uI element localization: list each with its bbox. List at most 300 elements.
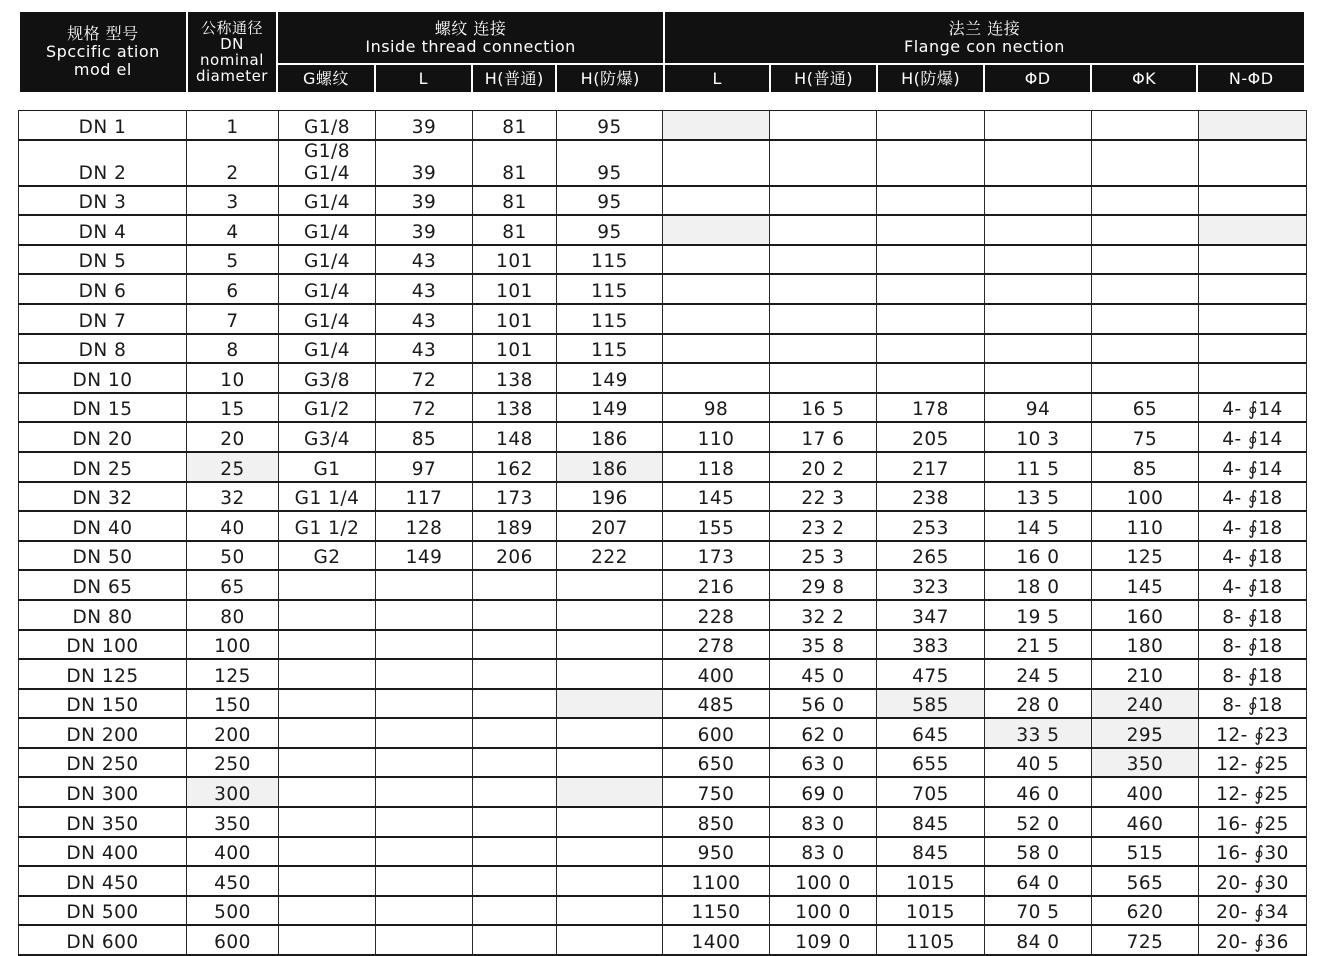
cell-flange-l: 850 (663, 807, 770, 837)
cell-spec-model: DN 250 (19, 748, 187, 778)
cell-g-thread (279, 837, 376, 867)
cell-inside-h-explosion-proof (557, 925, 663, 955)
cell-flange-h-normal: 16 5 (770, 393, 877, 423)
cell-flange-h-normal: 45 0 (770, 659, 877, 689)
cell-n-phi-d (1199, 245, 1307, 275)
cell-flange-h-explosion-proof: 383 (877, 630, 985, 660)
cell-inside-l: 149 (376, 541, 473, 571)
cell-inside-h-normal (473, 896, 557, 926)
cell-g-thread (279, 689, 376, 719)
cell-dn: 5 (187, 245, 279, 275)
cell-spec-model: DN 300 (19, 777, 187, 807)
cell-flange-l: 278 (663, 630, 770, 660)
cell-flange-l: 216 (663, 570, 770, 600)
cell-dn: 200 (187, 718, 279, 748)
cell-inside-h-normal: 81 (473, 186, 557, 216)
cell-inside-l: 43 (376, 245, 473, 275)
cell-inside-h-normal: 81 (473, 215, 557, 245)
cell-n-phi-d: 20- ∮36 (1199, 925, 1307, 955)
cell-spec-model: DN 4 (19, 215, 187, 245)
cell-flange-h-normal (770, 245, 877, 275)
cell-inside-h-normal: 81 (473, 140, 557, 186)
table-row (19, 511, 1307, 541)
cell-dn: 2 (187, 140, 279, 186)
cell-g-thread: G1/4 (279, 274, 376, 304)
cell-flange-h-normal (770, 215, 877, 245)
cell-flange-h-normal (770, 363, 877, 393)
cell-inside-l: 72 (376, 393, 473, 423)
cell-spec-model: DN 10 (19, 363, 187, 393)
cell-flange-l: 750 (663, 777, 770, 807)
cell-dn: 4 (187, 215, 279, 245)
cell-inside-l: 39 (376, 186, 473, 216)
cell-inside-h-explosion-proof: 95 (557, 111, 663, 140)
cell-flange-l: 145 (663, 482, 770, 512)
cell-phi-d: 21 5 (985, 630, 1092, 660)
cell-n-phi-d: 8- ∮18 (1199, 689, 1307, 719)
cell-inside-h-normal (473, 866, 557, 896)
cell-g-thread: G1/8 (279, 111, 376, 140)
cell-inside-h-explosion-proof: 95 (557, 140, 663, 186)
cell-inside-l: 43 (376, 334, 473, 364)
cell-flange-h-normal (770, 334, 877, 364)
cell-flange-h-explosion-proof: 655 (877, 748, 985, 778)
cell-inside-h-normal: 101 (473, 304, 557, 334)
cell-inside-h-explosion-proof (557, 570, 663, 600)
cell-flange-h-normal: 25 3 (770, 541, 877, 571)
cell-flange-h-normal: 83 0 (770, 807, 877, 837)
cell-n-phi-d: 4- ∮18 (1199, 511, 1307, 541)
col-header-inside-h-normal: H(普通) (473, 63, 555, 92)
cell-inside-h-explosion-proof: 196 (557, 482, 663, 512)
cell-n-phi-d: 12- ∮25 (1199, 748, 1307, 778)
cell-inside-h-normal: 101 (473, 245, 557, 275)
cell-n-phi-d (1199, 215, 1307, 245)
cell-flange-l: 110 (663, 422, 770, 452)
table-row (19, 777, 1307, 807)
cell-g-thread (279, 748, 376, 778)
cell-phi-k: 240 (1092, 689, 1199, 719)
cell-n-phi-d: 4- ∮14 (1199, 393, 1307, 423)
cell-inside-h-explosion-proof (557, 718, 663, 748)
cell-inside-l (376, 748, 473, 778)
cell-phi-k: 85 (1092, 452, 1199, 482)
cell-inside-h-normal: 101 (473, 334, 557, 364)
cell-spec-model: DN 450 (19, 866, 187, 896)
cell-flange-h-normal: 56 0 (770, 689, 877, 719)
cell-flange-h-explosion-proof (877, 274, 985, 304)
cell-inside-h-explosion-proof (557, 630, 663, 660)
cell-phi-k: 210 (1092, 659, 1199, 689)
table-row (19, 689, 1307, 719)
cell-flange-h-explosion-proof: 323 (877, 570, 985, 600)
table-row (19, 274, 1307, 304)
cell-dn: 65 (187, 570, 279, 600)
table-row (19, 541, 1307, 571)
header-inside-thread-connection: 螺纹 连接 Inside thread connection (278, 12, 663, 63)
cell-flange-h-normal: 17 6 (770, 422, 877, 452)
table-row (19, 837, 1307, 867)
cell-g-thread: G3/4 (279, 422, 376, 452)
cell-flange-h-explosion-proof: 1105 (877, 925, 985, 955)
cell-g-thread: G1 1/2 (279, 511, 376, 541)
cell-phi-k: 295 (1092, 718, 1199, 748)
cell-flange-h-explosion-proof (877, 304, 985, 334)
cell-phi-k: 460 (1092, 807, 1199, 837)
cell-inside-h-explosion-proof: 115 (557, 334, 663, 364)
cell-n-phi-d: 4- ∮18 (1199, 541, 1307, 571)
cell-flange-h-explosion-proof: 1015 (877, 896, 985, 926)
cell-n-phi-d: 12- ∮23 (1199, 718, 1307, 748)
cell-phi-k (1092, 274, 1199, 304)
cell-phi-k: 65 (1092, 393, 1199, 423)
cell-n-phi-d (1199, 140, 1307, 186)
cell-phi-d: 64 0 (985, 866, 1092, 896)
spec-table-body (18, 110, 1307, 956)
cell-inside-l (376, 866, 473, 896)
cell-flange-h-explosion-proof (877, 140, 985, 186)
cell-flange-h-explosion-proof: 475 (877, 659, 985, 689)
cell-g-thread (279, 718, 376, 748)
cell-dn: 20 (187, 422, 279, 452)
cell-g-thread: G1/4 (279, 334, 376, 364)
cell-dn: 400 (187, 837, 279, 867)
cell-flange-h-explosion-proof (877, 245, 985, 275)
cell-dn: 40 (187, 511, 279, 541)
col-header-phi-k: ΦK (1092, 63, 1196, 92)
cell-phi-d: 19 5 (985, 600, 1092, 630)
cell-flange-l: 228 (663, 600, 770, 630)
cell-inside-h-normal (473, 659, 557, 689)
cell-n-phi-d (1199, 186, 1307, 216)
table-row (19, 807, 1307, 837)
cell-n-phi-d: 8- ∮18 (1199, 630, 1307, 660)
cell-g-thread (279, 866, 376, 896)
cell-flange-l: 1150 (663, 896, 770, 926)
cell-inside-l (376, 925, 473, 955)
cell-flange-h-explosion-proof: 1015 (877, 866, 985, 896)
cell-flange-h-explosion-proof: 585 (877, 689, 985, 719)
cell-phi-k: 100 (1092, 482, 1199, 512)
cell-spec-model: DN 80 (19, 600, 187, 630)
cell-spec-model: DN 7 (19, 304, 187, 334)
cell-g-thread (279, 896, 376, 926)
cell-inside-h-normal: 101 (473, 274, 557, 304)
cell-dn: 25 (187, 452, 279, 482)
cell-phi-d: 46 0 (985, 777, 1092, 807)
cell-dn: 250 (187, 748, 279, 778)
cell-phi-d (985, 245, 1092, 275)
cell-spec-model: DN 6 (19, 274, 187, 304)
cell-g-thread (279, 600, 376, 630)
header-spec-model: 规格 型号 Spccific ation mod el (20, 12, 186, 92)
cell-flange-l (663, 363, 770, 393)
cell-dn: 6 (187, 274, 279, 304)
cell-phi-d: 24 5 (985, 659, 1092, 689)
cell-phi-k (1092, 304, 1199, 334)
cell-phi-d (985, 334, 1092, 364)
cell-inside-l: 43 (376, 304, 473, 334)
cell-g-thread: G1 (279, 452, 376, 482)
cell-dn: 450 (187, 866, 279, 896)
cell-inside-h-normal: 148 (473, 422, 557, 452)
cell-n-phi-d: 20- ∮34 (1199, 896, 1307, 926)
cell-g-thread: G3/8 (279, 363, 376, 393)
cell-phi-d (985, 274, 1092, 304)
cell-inside-h-explosion-proof: 95 (557, 186, 663, 216)
cell-g-thread: G1/4 (279, 215, 376, 245)
cell-phi-d: 28 0 (985, 689, 1092, 719)
cell-flange-l: 1100 (663, 866, 770, 896)
cell-spec-model: DN 40 (19, 511, 187, 541)
cell-spec-model: DN 2 (19, 140, 187, 186)
cell-phi-d (985, 363, 1092, 393)
cell-spec-model: DN 65 (19, 570, 187, 600)
cell-phi-k (1092, 363, 1199, 393)
col-header-g-thread: G螺纹 (278, 63, 373, 92)
cell-inside-l (376, 807, 473, 837)
cell-g-thread: G1/4 (279, 304, 376, 334)
cell-flange-h-explosion-proof: 845 (877, 837, 985, 867)
cell-flange-h-explosion-proof (877, 363, 985, 393)
cell-dn: 100 (187, 630, 279, 660)
cell-g-thread: G2 (279, 541, 376, 571)
table-row (19, 186, 1307, 216)
cell-n-phi-d (1199, 363, 1307, 393)
cell-spec-model: DN 150 (19, 689, 187, 719)
cell-flange-l (663, 186, 770, 216)
cell-inside-l: 128 (376, 511, 473, 541)
cell-dn: 50 (187, 541, 279, 571)
cell-spec-model: DN 20 (19, 422, 187, 452)
cell-phi-d: 70 5 (985, 896, 1092, 926)
cell-g-thread: G1/2 (279, 393, 376, 423)
cell-dn: 32 (187, 482, 279, 512)
cell-spec-model: DN 125 (19, 659, 187, 689)
cell-inside-h-explosion-proof: 207 (557, 511, 663, 541)
cell-inside-h-explosion-proof: 95 (557, 215, 663, 245)
col-header-inside-l: L (376, 63, 471, 92)
cell-flange-h-normal (770, 111, 877, 140)
cell-inside-l: 39 (376, 111, 473, 140)
cell-inside-h-normal: 173 (473, 482, 557, 512)
cell-spec-model: DN 1 (19, 111, 187, 140)
cell-n-phi-d (1199, 274, 1307, 304)
cell-flange-h-normal: 23 2 (770, 511, 877, 541)
table-row (19, 111, 1307, 140)
cell-dn: 3 (187, 186, 279, 216)
cell-flange-h-normal: 35 8 (770, 630, 877, 660)
cell-inside-h-normal (473, 837, 557, 867)
cell-flange-h-explosion-proof: 645 (877, 718, 985, 748)
cell-inside-l (376, 689, 473, 719)
cell-inside-l (376, 718, 473, 748)
cell-phi-d: 58 0 (985, 837, 1092, 867)
cell-inside-h-explosion-proof: 149 (557, 363, 663, 393)
cell-flange-h-normal (770, 140, 877, 186)
cell-inside-h-normal: 81 (473, 111, 557, 140)
cell-phi-k: 350 (1092, 748, 1199, 778)
col-header-flange-l: L (665, 63, 769, 92)
cell-phi-d: 16 0 (985, 541, 1092, 571)
cell-n-phi-d (1199, 304, 1307, 334)
col-header-n-phi-d: N-ΦD (1198, 63, 1304, 92)
header-flange-connection: 法兰 连接 Flange con nection (665, 12, 1304, 63)
cell-n-phi-d: 4- ∮14 (1199, 422, 1307, 452)
cell-inside-l (376, 777, 473, 807)
cell-phi-d (985, 140, 1092, 186)
table-row (19, 452, 1307, 482)
cell-flange-l: 650 (663, 748, 770, 778)
cell-inside-h-explosion-proof (557, 896, 663, 926)
cell-phi-k (1092, 186, 1199, 216)
cell-phi-d: 11 5 (985, 452, 1092, 482)
cell-inside-l: 72 (376, 363, 473, 393)
cell-inside-h-explosion-proof (557, 689, 663, 719)
cell-phi-d: 14 5 (985, 511, 1092, 541)
cell-flange-l (663, 304, 770, 334)
cell-inside-h-normal: 189 (473, 511, 557, 541)
cell-n-phi-d: 20- ∮30 (1199, 866, 1307, 896)
cell-inside-h-normal (473, 630, 557, 660)
cell-flange-h-explosion-proof: 347 (877, 600, 985, 630)
cell-inside-l: 43 (376, 274, 473, 304)
table-row (19, 896, 1307, 926)
cell-phi-d: 33 5 (985, 718, 1092, 748)
cell-spec-model: DN 25 (19, 452, 187, 482)
cell-inside-h-normal: 138 (473, 363, 557, 393)
table-row (19, 422, 1307, 452)
cell-phi-d: 52 0 (985, 807, 1092, 837)
cell-flange-h-explosion-proof: 265 (877, 541, 985, 571)
cell-flange-l: 400 (663, 659, 770, 689)
table-row (19, 748, 1307, 778)
table-row (19, 925, 1307, 955)
cell-g-thread (279, 570, 376, 600)
cell-n-phi-d (1199, 334, 1307, 364)
cell-spec-model: DN 32 (19, 482, 187, 512)
cell-flange-l (663, 274, 770, 304)
cell-dn: 125 (187, 659, 279, 689)
cell-inside-h-explosion-proof: 115 (557, 245, 663, 275)
cell-flange-h-normal: 63 0 (770, 748, 877, 778)
cell-flange-h-explosion-proof: 845 (877, 807, 985, 837)
cell-flange-h-normal (770, 304, 877, 334)
cell-inside-h-explosion-proof (557, 807, 663, 837)
cell-flange-h-explosion-proof: 253 (877, 511, 985, 541)
table-header (18, 12, 1306, 92)
cell-flange-l: 118 (663, 452, 770, 482)
cell-inside-h-explosion-proof: 186 (557, 452, 663, 482)
cell-spec-model: DN 3 (19, 186, 187, 216)
cell-inside-l: 97 (376, 452, 473, 482)
cell-phi-d (985, 111, 1092, 140)
col-header-phi-d: ΦD (985, 63, 1089, 92)
table-row (19, 659, 1307, 689)
cell-phi-d (985, 186, 1092, 216)
cell-phi-k: 125 (1092, 541, 1199, 571)
cell-spec-model: DN 15 (19, 393, 187, 423)
cell-inside-h-normal: 206 (473, 541, 557, 571)
cell-inside-l: 85 (376, 422, 473, 452)
table-row (19, 215, 1307, 245)
cell-g-thread: G1/4 (279, 245, 376, 275)
cell-inside-l (376, 600, 473, 630)
cell-flange-h-normal: 109 0 (770, 925, 877, 955)
cell-phi-d (985, 304, 1092, 334)
cell-phi-k (1092, 215, 1199, 245)
cell-inside-h-explosion-proof: 186 (557, 422, 663, 452)
cell-inside-h-explosion-proof (557, 748, 663, 778)
cell-flange-l (663, 140, 770, 186)
cell-g-thread: G1/4 (279, 186, 376, 216)
cell-dn: 350 (187, 807, 279, 837)
cell-phi-k (1092, 140, 1199, 186)
cell-inside-h-explosion-proof (557, 777, 663, 807)
cell-g-thread (279, 659, 376, 689)
cell-phi-d: 18 0 (985, 570, 1092, 600)
cell-flange-h-explosion-proof: 705 (877, 777, 985, 807)
cell-flange-h-explosion-proof (877, 215, 985, 245)
cell-spec-model: DN 100 (19, 630, 187, 660)
table-row (19, 363, 1307, 393)
cell-inside-h-normal (473, 925, 557, 955)
cell-flange-h-normal: 20 2 (770, 452, 877, 482)
cell-dn: 15 (187, 393, 279, 423)
cell-flange-h-explosion-proof (877, 334, 985, 364)
cell-inside-l (376, 837, 473, 867)
cell-flange-h-explosion-proof (877, 111, 985, 140)
cell-dn: 500 (187, 896, 279, 926)
cell-phi-d: 84 0 (985, 925, 1092, 955)
cell-flange-l: 155 (663, 511, 770, 541)
cell-flange-l (663, 334, 770, 364)
cell-spec-model: DN 350 (19, 807, 187, 837)
col-header-inside-h-explosion-proof: H(防爆) (557, 63, 663, 92)
cell-phi-d: 94 (985, 393, 1092, 423)
cell-g-thread (279, 925, 376, 955)
table-row (19, 334, 1307, 364)
cell-inside-h-normal (473, 718, 557, 748)
cell-dn: 80 (187, 600, 279, 630)
cell-flange-l: 600 (663, 718, 770, 748)
cell-n-phi-d: 16- ∮25 (1199, 807, 1307, 837)
cell-phi-d: 10 3 (985, 422, 1092, 452)
cell-flange-h-normal: 29 8 (770, 570, 877, 600)
cell-flange-h-normal: 62 0 (770, 718, 877, 748)
cell-n-phi-d: 12- ∮25 (1199, 777, 1307, 807)
cell-g-thread (279, 630, 376, 660)
cell-inside-l: 117 (376, 482, 473, 512)
cell-dn: 300 (187, 777, 279, 807)
cell-dn: 1 (187, 111, 279, 140)
cell-inside-h-normal (473, 600, 557, 630)
cell-dn: 10 (187, 363, 279, 393)
col-header-flange-h-explosion-proof: H(防爆) (878, 63, 983, 92)
cell-inside-h-normal (473, 777, 557, 807)
cell-inside-l (376, 896, 473, 926)
cell-flange-h-normal (770, 186, 877, 216)
header-dn-nominal-diameter: 公称通径 DN nominal diameter (188, 12, 276, 92)
cell-flange-h-explosion-proof: 178 (877, 393, 985, 423)
cell-g-thread: G1/8 G1/4 (279, 140, 376, 186)
cell-inside-h-explosion-proof (557, 866, 663, 896)
cell-inside-h-explosion-proof (557, 837, 663, 867)
cell-flange-l: 1400 (663, 925, 770, 955)
cell-spec-model: DN 500 (19, 896, 187, 926)
cell-g-thread (279, 807, 376, 837)
cell-flange-h-normal: 100 0 (770, 896, 877, 926)
